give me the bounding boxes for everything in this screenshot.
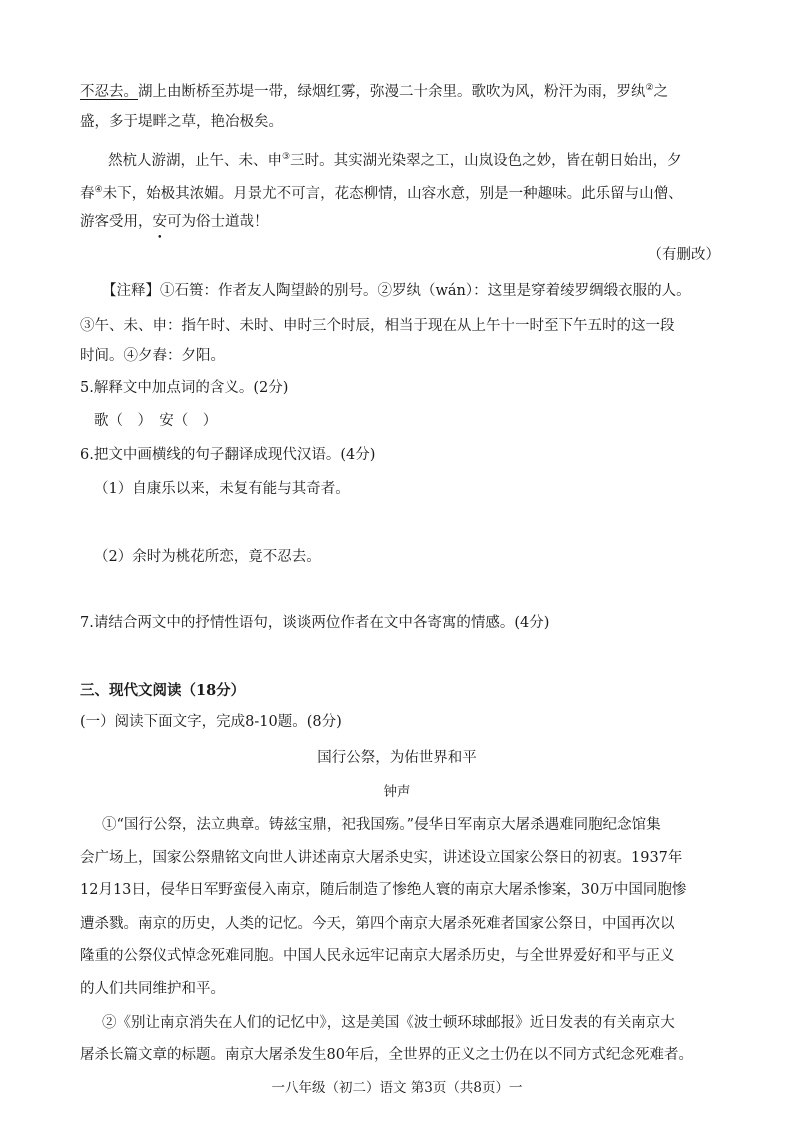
page-footer: 一八年级（初二）语文 第3页（共8页）一 [271, 1080, 523, 1096]
note-marker: ② [645, 83, 654, 93]
question-7: 7.请结合两文中的抒情性语句，谈谈两位作者在文中各寄寓的情感。(4分) [80, 615, 550, 631]
dotted-word: 安 [152, 214, 167, 230]
source-note: （有删改） [647, 247, 720, 263]
annotation-line-3: 时间。④夕舂：夕阳。 [80, 348, 225, 364]
question-5-blanks: 歌（ ） 安（ ） [94, 413, 218, 429]
article-p1-line-3: 12月13日，侵华日军野蛮侵入南京，随后制造了惨绝人寰的南京大屠杀惨案，30万中国同胞惨 [80, 882, 687, 898]
question-5: 5.解释文中加点词的含义。(2分) [80, 380, 289, 396]
section-subheading: (一）阅读下面文字，完成8-10题。(8分) [80, 714, 342, 730]
article-p2-line-2: 屠杀长篇文章的标题。南京大屠杀发生80年后，全世界的正义之士仍在以不同方式纪念死难者。 [80, 1047, 693, 1063]
note-marker: ④ [94, 185, 103, 195]
article-p1-line-5: 隆重的公祭仪式悼念死难同胞。中国人民永远牢记南京大屠杀历史，与全世界爱好和平与正义 [80, 948, 675, 964]
article-title: 国行公祭，为佑世界和平 [317, 750, 477, 766]
passage-line-4: 春④未下，始极其浓媚。月景尤不可言，花态柳情，山容水意，别是一种趣味。此乐留与山僧、 [80, 185, 683, 202]
question-6-part-1: （1）自康乐以来，未复有能与其奇者。 [94, 481, 350, 497]
article-p2-line-1: ②《别让南京消失在人们的记忆中》，这是美国《波士顿环球邮报》近日发表的有关南京大 [102, 1015, 675, 1031]
passage-line-2: 盛，多于堤畔之草，艳冶极矣。 [80, 114, 283, 130]
question-6-part-2: （2）余时为桃花所恋，竟不忍去。 [94, 549, 321, 565]
passage-line-3: 然杭人游湖，止午、未、申③三时。其实湖光染翠之工，山岚设色之妙，皆在朝日始出，夕 [108, 152, 682, 169]
note-marker: ③ [282, 152, 291, 162]
article-p1-line-2: 会广场上，国家公祭鼎铭文向世人讲述南京大屠杀史实，讲述设立国家公祭日的初衷。1937年 [80, 850, 683, 866]
article-p1-line-1: ①“国行公祭，法立典章。铸兹宝鼎，祀我国殇。”侵华日军南京大屠杀遇难同胞纪念馆集 [102, 817, 661, 833]
article-author: 钟声 [383, 784, 411, 800]
annotation-line-2: ③午、未、申：指午时、未时、申时三个时辰，相当于现在从上午十一时至下午五时的这一段 [80, 318, 675, 334]
question-6: 6.把文中画横线的句子翻译成现代汉语。(4分) [80, 447, 376, 463]
article-p1-line-4: 遭杀戮。南京的历史，人类的记忆。今天，第四个南京大屠杀死难者国家公祭日，中国再次以 [80, 916, 675, 932]
passage-line-5: 游客受用，安可为俗士道哉！ [80, 214, 269, 230]
article-p1-line-6: 的人们共同维护和平。 [80, 981, 225, 997]
section-heading: 三、现代文阅读（18分） [80, 682, 246, 699]
underlined-sentence-end: 不忍去。 [80, 83, 138, 100]
annotation-line-1: 【注释】①石篑：作者友人陶望龄的别号。②罗纨（wán）：这里是穿着绫罗绸缎衣服的人。 [102, 283, 691, 299]
passage-line-1: 不忍去。湖上由断桥至苏堤一带，绿烟红雾，弥漫二十余里。歌吹为风，粉汗为雨，罗纨②之 [80, 83, 669, 100]
